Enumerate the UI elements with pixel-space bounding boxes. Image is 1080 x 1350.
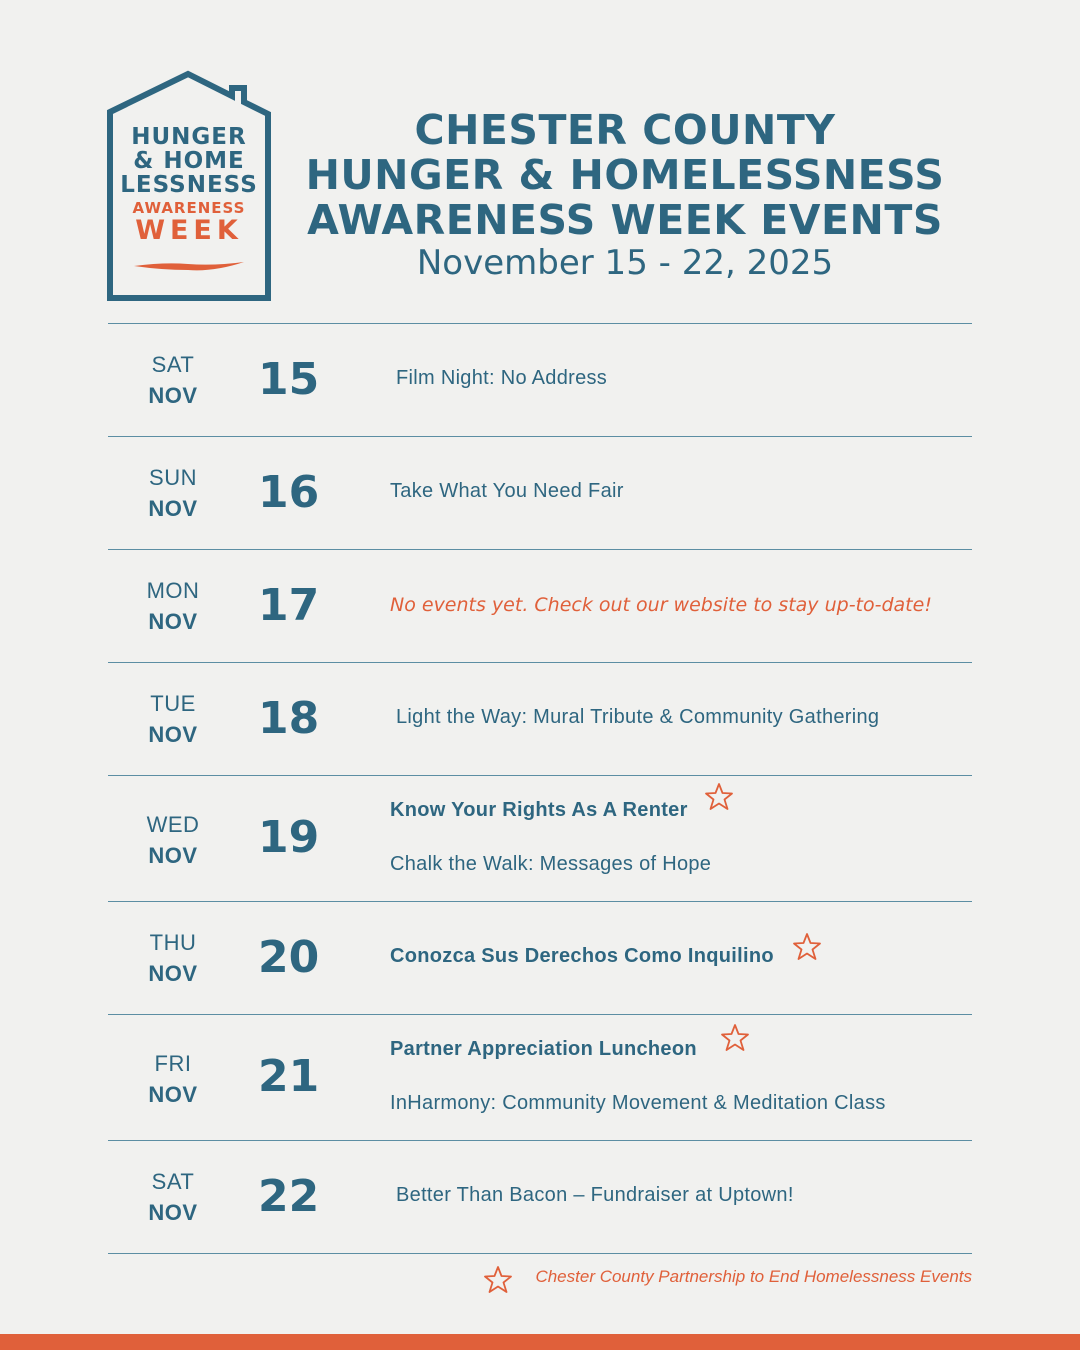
- day-row-15: [108, 324, 972, 436]
- day-number: 21: [258, 1051, 320, 1102]
- event-title: Take What You Need Fair: [390, 480, 624, 502]
- month-label: NOV: [148, 1200, 198, 1225]
- day-of-week: WED: [146, 812, 200, 837]
- event-logo: [104, 70, 274, 304]
- event-title: Film Night: No Address: [396, 367, 608, 389]
- title-date-range: November 15 - 22, 2025: [416, 243, 834, 283]
- day-of-week: TUE: [150, 691, 196, 716]
- month-label: NOV: [148, 843, 198, 868]
- star-icon: [720, 1023, 750, 1053]
- logo-text-lessness: LESSNESS: [120, 172, 258, 198]
- star-icon: [482, 1265, 514, 1295]
- logo-text-home: & HOME: [133, 148, 245, 174]
- event-title: Light the Way: Mural Tribute & Community Gathering: [396, 706, 880, 728]
- day-number: 20: [258, 932, 320, 983]
- day-of-week: SUN: [149, 465, 197, 490]
- no-events-note: No events yet. Check out our website to stay up-to-date!: [390, 594, 932, 616]
- day-row-17: [108, 550, 972, 662]
- month-label: NOV: [148, 722, 198, 747]
- day-number: 15: [258, 354, 320, 405]
- day-number: 17: [258, 580, 320, 631]
- star-icon: [704, 782, 734, 812]
- day-of-week: THU: [149, 930, 197, 955]
- day-number: 22: [258, 1171, 320, 1222]
- day-number: 19: [258, 812, 320, 863]
- month-label: NOV: [148, 496, 198, 521]
- day-row-18: [108, 663, 972, 775]
- title-line-1: CHESTER COUNTY: [414, 106, 836, 154]
- event-title: Better Than Bacon – Fundraiser at Uptown!: [396, 1184, 794, 1206]
- bottom-accent-bar: [0, 1334, 1080, 1350]
- day-row-19: [108, 776, 972, 901]
- day-number: 16: [258, 467, 320, 518]
- page-title: [290, 108, 960, 283]
- event-title: InHarmony: Community Movement & Meditation Class: [390, 1092, 886, 1114]
- event-title: Chalk the Walk: Messages of Hope: [390, 853, 712, 875]
- logo-text-awareness: AWARENESS: [132, 199, 246, 217]
- month-label: NOV: [148, 383, 198, 408]
- day-row-20: [108, 902, 972, 1014]
- day-number: 18: [258, 693, 320, 744]
- day-row-21: [108, 1015, 972, 1140]
- month-label: NOV: [148, 1082, 198, 1107]
- month-label: NOV: [148, 961, 198, 986]
- day-of-week: FRI: [154, 1051, 192, 1076]
- event-title-partner: Know Your Rights As A Renter: [390, 799, 688, 821]
- logo-text-hunger: HUNGER: [131, 124, 247, 150]
- day-of-week: SAT: [151, 1169, 195, 1194]
- title-line-3: AWARENESS WEEK EVENTS: [307, 196, 943, 244]
- day-row-22: [108, 1141, 972, 1253]
- day-of-week: MON: [146, 578, 200, 603]
- legend-footnote: Chester County Partnership to End Homelessness Events: [535, 1267, 972, 1286]
- event-title-partner: Partner Appreciation Luncheon: [390, 1038, 697, 1060]
- day-of-week: SAT: [151, 352, 195, 377]
- day-row-16: [108, 437, 972, 549]
- divider: [108, 1253, 972, 1254]
- month-label: NOV: [148, 609, 198, 634]
- title-line-2: HUNGER & HOMELESSNESS: [305, 151, 945, 199]
- event-title-partner: Conozca Sus Derechos Como Inquilino: [390, 945, 774, 967]
- star-icon: [792, 932, 822, 962]
- logo-text-week: WEEK: [135, 215, 243, 246]
